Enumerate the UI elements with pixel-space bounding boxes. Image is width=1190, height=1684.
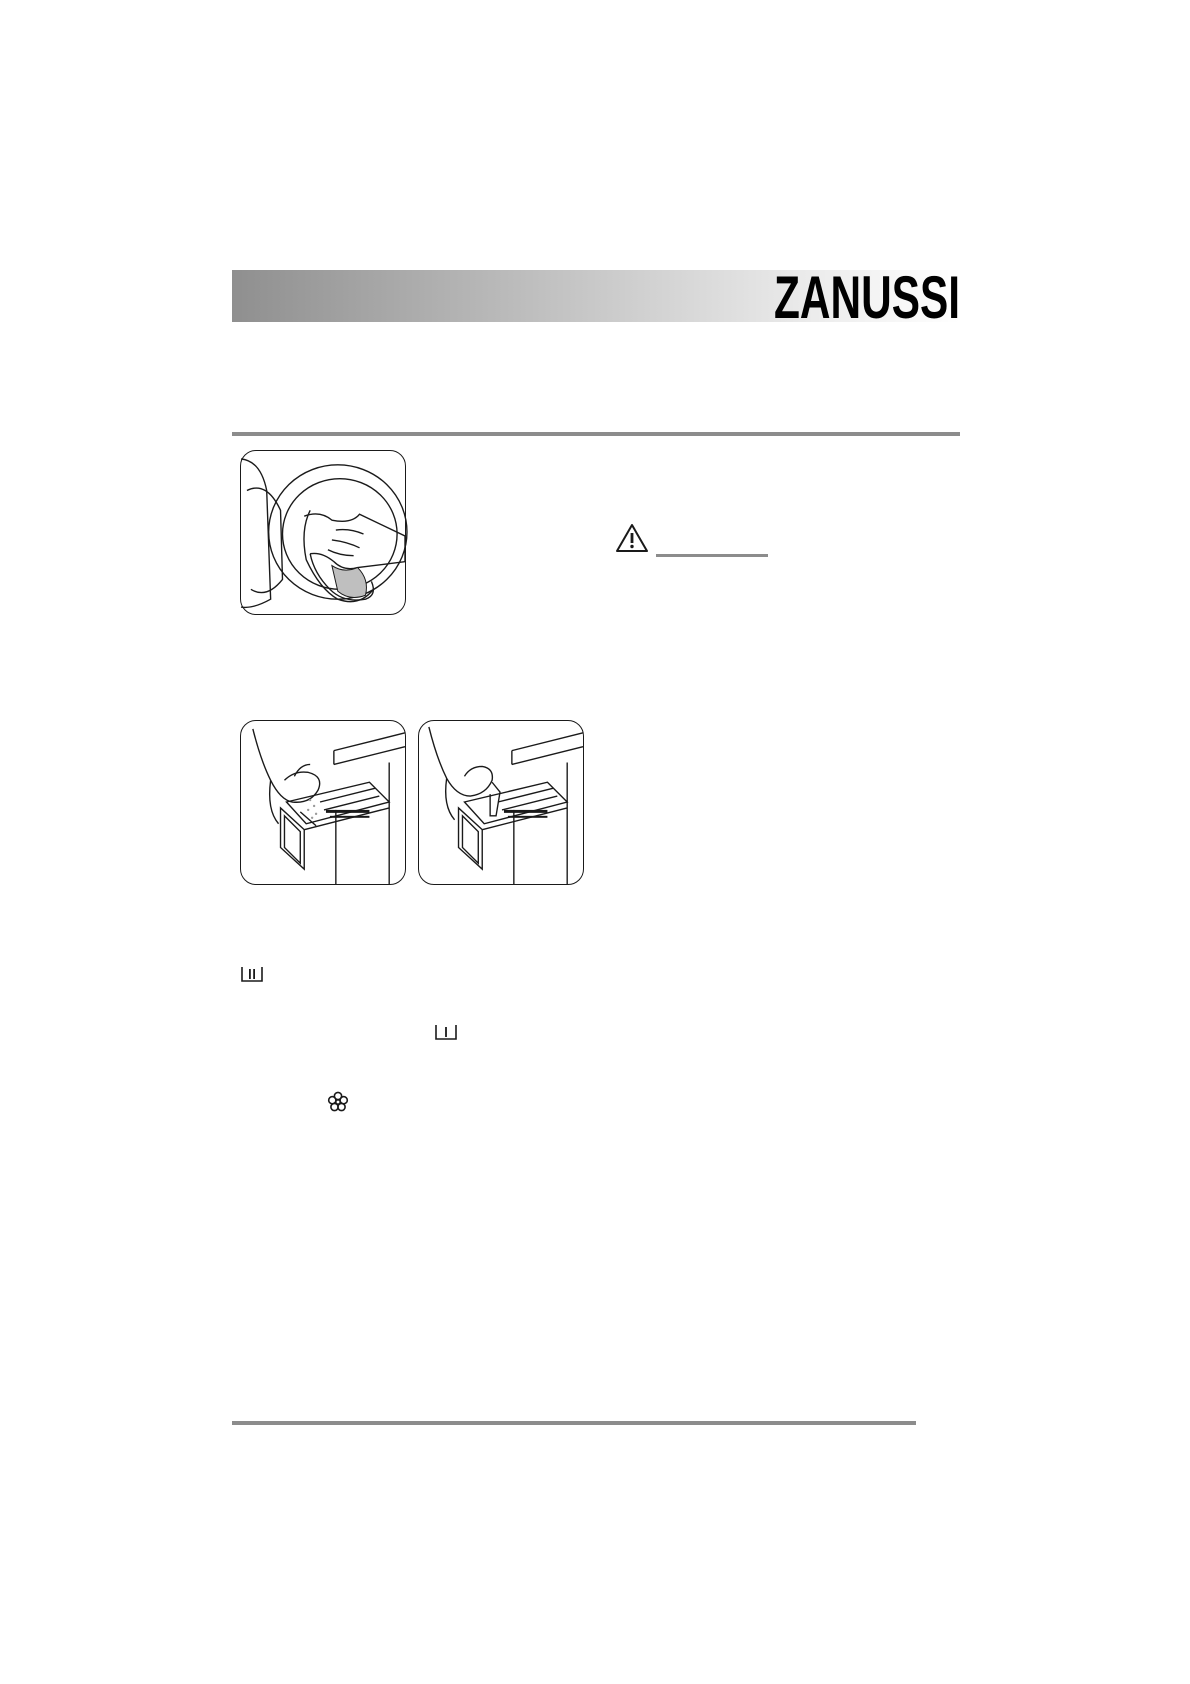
section-rule-top	[232, 432, 960, 436]
loading-laundry-illustration	[240, 450, 406, 615]
brand-logo	[772, 264, 962, 331]
warning-triangle-icon	[615, 523, 649, 553]
softener-flower-icon	[327, 1091, 349, 1113]
warning-heading-underline	[656, 554, 768, 557]
prewash-compartment-icon	[240, 965, 264, 983]
detergent-drawer-illustration	[240, 720, 406, 885]
section-rule-bottom	[232, 1421, 916, 1425]
main-wash-compartment-icon	[434, 1023, 458, 1041]
liquid-detergent-illustration	[418, 720, 584, 885]
brand-name: ZANUSSI	[774, 264, 960, 331]
